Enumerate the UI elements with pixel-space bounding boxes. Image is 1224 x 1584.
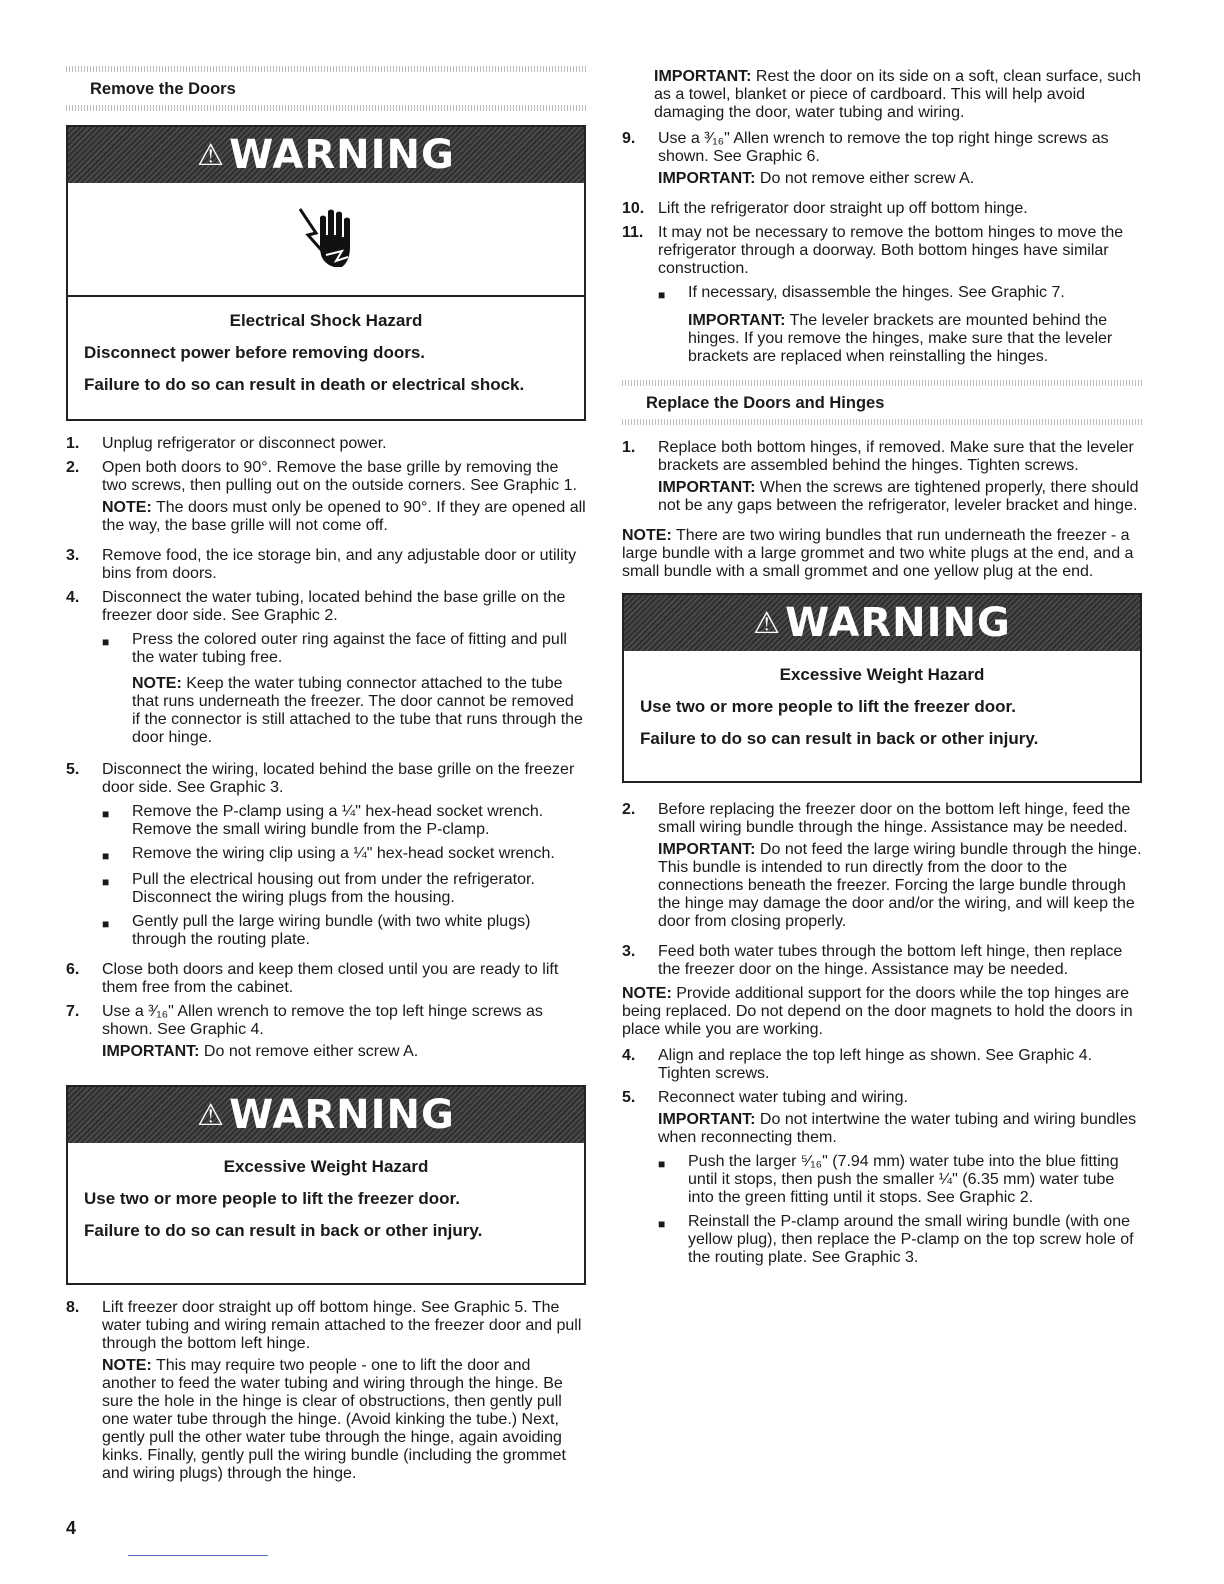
section-title: Remove the Doors (90, 80, 236, 98)
section-title: Replace the Doors and Hinges (646, 394, 885, 412)
list-item: 4. Align and replace the top left hinge as shown. See Graphic 4. Tighten screws. (622, 1047, 1093, 1082)
bullet-item: ■ Reinstall the P-clamp around the small wiring bundle (with one yellow plug), then replace the P-clamp on the top screw hole of the routing plate. See Graphic 3. (658, 1213, 1134, 1266)
warning-banner-text: WARNING (229, 132, 455, 178)
list-item: 1. Replace both bottom hinges, if removed. Make sure that the leveler brackets are assembled behind the hinges. Tighten screws. IMPORTANT: When the screws are tightened properly, there should not be any gaps between the refrigerator, leveler bracket and hinge. (622, 439, 1142, 521)
list-item: 6. Close both doors and keep them closed until you are ready to lift them free from the cabinet. (66, 961, 559, 996)
replace-steps-continued (622, 801, 1142, 979)
warning-line-1: Disconnect power before removing doors. (84, 343, 426, 362)
list-item: 7. Use a ³⁄₁₆" Allen wrench to remove the top left hinge screws as shown. See Graphic 4. IMPORTANT: Do not remove either screw A. (66, 1003, 586, 1067)
warning-triangle-icon: ⚠ (197, 1097, 226, 1133)
bullet-square-icon: ■ (658, 1157, 666, 1171)
warning-line-1: Use two or more people to lift the freezer door. (84, 1189, 460, 1208)
list-item: 8. Lift freezer door straight up off bottom hinge. See Graphic 5. The water tubing and wiring remain attached to the freezer door and pull through the bottom left hinge. NOTE: This may require two people - one to lift the door and another to feed the water tubing and wiring through the hinge. Be sure the hole in the hinge is clear of obstructions, then gently pull one water tube through the hinge. (Avoid kinking the tube.) Next, gently pull the other water tube through the hinge, again avoiding kinks. Finally, gently pull the wiring bundle (including the grommet and wiring plugs) through the hinge. (66, 1299, 586, 1489)
list-item: 3. Feed both water tubes through the bottom left hinge, then replace the freezer door on the hinge. Assistance may be needed. (622, 943, 1123, 978)
list-item: 3. Remove food, the ice storage bin, and any adjustable door or utility bins from doors. (66, 547, 577, 582)
bullet-square-icon: ■ (102, 635, 110, 649)
note-wiring-bundles: NOTE: There are two wiring bundles that run underneath the freezer - a large bundle with a large grommet and two white plugs at the end, and a small bundle with a small grommet and one yellow plug at the end. (622, 527, 1134, 580)
bullet-square-icon: ■ (102, 807, 110, 821)
important-note: IMPORTANT: Do not remove either screw A. (102, 1043, 419, 1060)
left-column (66, 66, 586, 1495)
warning-line-2: Failure to do so can result in back or other injury. (640, 729, 1039, 748)
bullet-item: ■ Press the colored outer ring against the face of fitting and pull the water tubing free. (102, 631, 567, 666)
warning-banner (624, 595, 1140, 651)
important-note: IMPORTANT: Do not feed the large wiring bundle through the hinge. This bundle is intended to run directly from the door to the connections beneath the freezer. Forcing the large bundle through the hinge may damage the door and/or the wiring, and will keep the door from closing properly. (658, 841, 1142, 930)
bullet-item: ■ Pull the electrical housing out from under the refrigerator. Disconnect the wiring plugs from the housing. (102, 871, 535, 906)
note: NOTE: Keep the water tubing connector attached to the tube that runs underneath the freezer. The door cannot be removed if the connector is still attached to the tube that runs through the door hinge. (132, 675, 583, 746)
list-item: 4. Disconnect the water tubing, located behind the base grille on the freezer door side. See Graphic 2. ■ Press the colored outer ring against the face of fitting and pull the water tubing free. NOTE: Keep the water tubing connector attached to the tube that runs underneath the freezer. The door cannot be removed if the connector is still attached to the tube that runs through the door hinge. (66, 589, 586, 755)
bullet-item: ■ Gently pull the large wiring bundle (with two white plugs) through the routing plate. (102, 913, 531, 948)
warning-title: Electrical Shock Hazard (229, 311, 423, 330)
page-number: 4 (66, 1518, 77, 1538)
bullet-square-icon: ■ (102, 849, 110, 863)
warning-box-weight (66, 1085, 586, 1285)
bullet-item: ■ If necessary, disassemble the hinges. See Graphic 7. (658, 284, 1065, 302)
warning-banner-text: WARNING (229, 1092, 455, 1138)
warning-banner (68, 1087, 584, 1143)
step-list (66, 435, 586, 1067)
list-item: 2. Before replacing the freezer door on the bottom left hinge, feed the small wiring bundle through the hinge. Assistance may be needed. IMPORTANT: Do not feed the large wiring bundle through the hinge. This bundle is intended to run directly from the door to the connections beneath the freezer. Forcing the large bundle through the hinge may damage the door and/or the wiring, and will keep the door from closing properly. (622, 801, 1142, 930)
list-item: 10. Lift the refrigerator door straight up off bottom hinge. (622, 200, 1028, 217)
warning-banner-text: WARNING (785, 600, 1011, 646)
section-header-remove-doors (66, 66, 586, 111)
electric-shock-hand-icon (296, 203, 356, 275)
warning-line-1: Use two or more people to lift the freezer door. (640, 697, 1016, 716)
important-rest-door: IMPORTANT: Rest the door on its side on a soft, clean surface, such as a towel, blanket or piece of cardboard. This will help avoid damaging the door, water tubing and wiring. (654, 68, 1142, 121)
replace-steps-final (622, 1047, 1142, 1273)
note: NOTE: The doors must only be opened to 90°. If they are opened all the way, the base grille will not come off. (102, 499, 586, 534)
step-list-right (622, 130, 1142, 374)
list-item: 1. Unplug refrigerator or disconnect power. (66, 435, 387, 452)
important-note: IMPORTANT: The leveler brackets are mounted behind the hinges. If you remove the hinges, make sure that the leveler brackets are replaced when reinstalling the hinges. (688, 312, 1113, 365)
important-note: IMPORTANT: When the screws are tightened properly, there should not be any gaps between the refrigerator, leveler bracket and hinge. (658, 479, 1139, 514)
footer-divider (128, 1555, 268, 1556)
warning-box-weight-2 (622, 593, 1142, 783)
bullet-square-icon: ■ (102, 917, 110, 931)
list-item: 2. Open both doors to 90°. Remove the base grille by removing the two screws, then pulling out on the outside corners. See Graphic 1. NOTE: The doors must only be opened to 90°. If they are opened all the way, the base grille will not come off. (66, 459, 586, 534)
replace-steps (622, 439, 1142, 521)
warning-banner (68, 127, 584, 183)
warning-title: Excessive Weight Hazard (779, 665, 985, 684)
important-note: IMPORTANT: Do not remove either screw A. (658, 170, 975, 187)
warning-line-2: Failure to do so can result in death or electrical shock. (84, 375, 525, 394)
bullet-square-icon: ■ (658, 288, 666, 302)
right-column (622, 68, 1142, 1279)
warning-box-electrical (66, 125, 586, 421)
section-header-replace-doors (622, 380, 1142, 425)
warning-title: Excessive Weight Hazard (223, 1157, 429, 1176)
bullet-item: ■ Remove the P-clamp using a ¼" hex-head socket wrench. Remove the small wiring bundle from the P-clamp. (102, 803, 544, 838)
warning-triangle-icon: ⚠ (753, 605, 782, 641)
bullet-item: ■ Push the larger ⁵⁄₁₆" (7.94 mm) water tube into the blue fitting until it stops, then push the smaller ¼" (6.35 mm) water tube into the green fitting until it stops. See Graphic 2. (658, 1153, 1119, 1206)
shock-hazard-pictogram (68, 183, 584, 297)
list-item: 5. Reconnect water tubing and wiring. IMPORTANT: Do not intertwine the water tubing and wiring bundles when reconnecting them. ■ Push the larger ⁵⁄₁₆" (7.94 mm) water tube into the blue fitting until it stops, then push the smaller ¼" (6.35 mm) water tube into the green fitting until it stops. See Graphic 2. ■ Reinstall the P-clamp around the small wiring bundle (with one yellow plug), then replace the P-clamp on the top screw hole of the routing plate. See Graphic 3. (622, 1089, 1142, 1273)
important-note: IMPORTANT: Do not intertwine the water tubing and wiring bundles when reconnecting them. (658, 1111, 1137, 1146)
note-additional-support: NOTE: Provide additional support for the doors while the top hinges are being replaced. Do not depend on the door magnets to hold the doors in place while you are working. (622, 985, 1133, 1038)
list-item: 9. Use a ³⁄₁₆" Allen wrench to remove the top right hinge screws as shown. See Graphic 6. IMPORTANT: Do not remove either screw A. (622, 130, 1142, 194)
bullet-item: ■ Remove the wiring clip using a ¼" hex-head socket wrench. (102, 845, 555, 863)
warning-triangle-icon: ⚠ (197, 137, 226, 173)
bullet-square-icon: ■ (658, 1217, 666, 1231)
warning-line-2: Failure to do so can result in back or other injury. (84, 1221, 483, 1240)
bullet-square-icon: ■ (102, 875, 110, 889)
step-list-continued (66, 1299, 586, 1489)
list-item: 5. Disconnect the wiring, located behind the base grille on the freezer door side. See Graphic 3. ■ Remove the P-clamp using a ¼" hex-head socket wrench. Remove the small wiring bundle from the P-clamp. ■ Remove the wiring clip using a ¼" hex-head socket wrench. ■ Pull the electrical housing out from under the refrigerator. Disconnect the wiring plugs from the housing. ■ Gently pull the large wiring bundle (with two white plugs) through the routing plate. (66, 761, 586, 955)
list-item: 11. It may not be necessary to remove the bottom hinges to move the refrigerator through a doorway. Both bottom hinges have similar construction. ■ If necessary, disassemble the hinges. See Graphic 7. IMPORTANT: The leveler brackets are mounted behind the hinges. If you remove the hinges, make sure that the leveler brackets are replaced when reinstalling the hinges. (622, 224, 1142, 374)
note: NOTE: This may require two people - one to lift the door and another to feed the water tubing and wiring through the hinge. Be sure the hole in the hinge is clear of obstructions, then gently pull one water tube through the hinge. (Avoid kinking the tube.) Next, gently pull the other water tube through the hinge, again avoiding kinks. Finally, gently pull the wiring bundle (including the grommet and wiring plugs) through the hinge. (102, 1357, 566, 1482)
